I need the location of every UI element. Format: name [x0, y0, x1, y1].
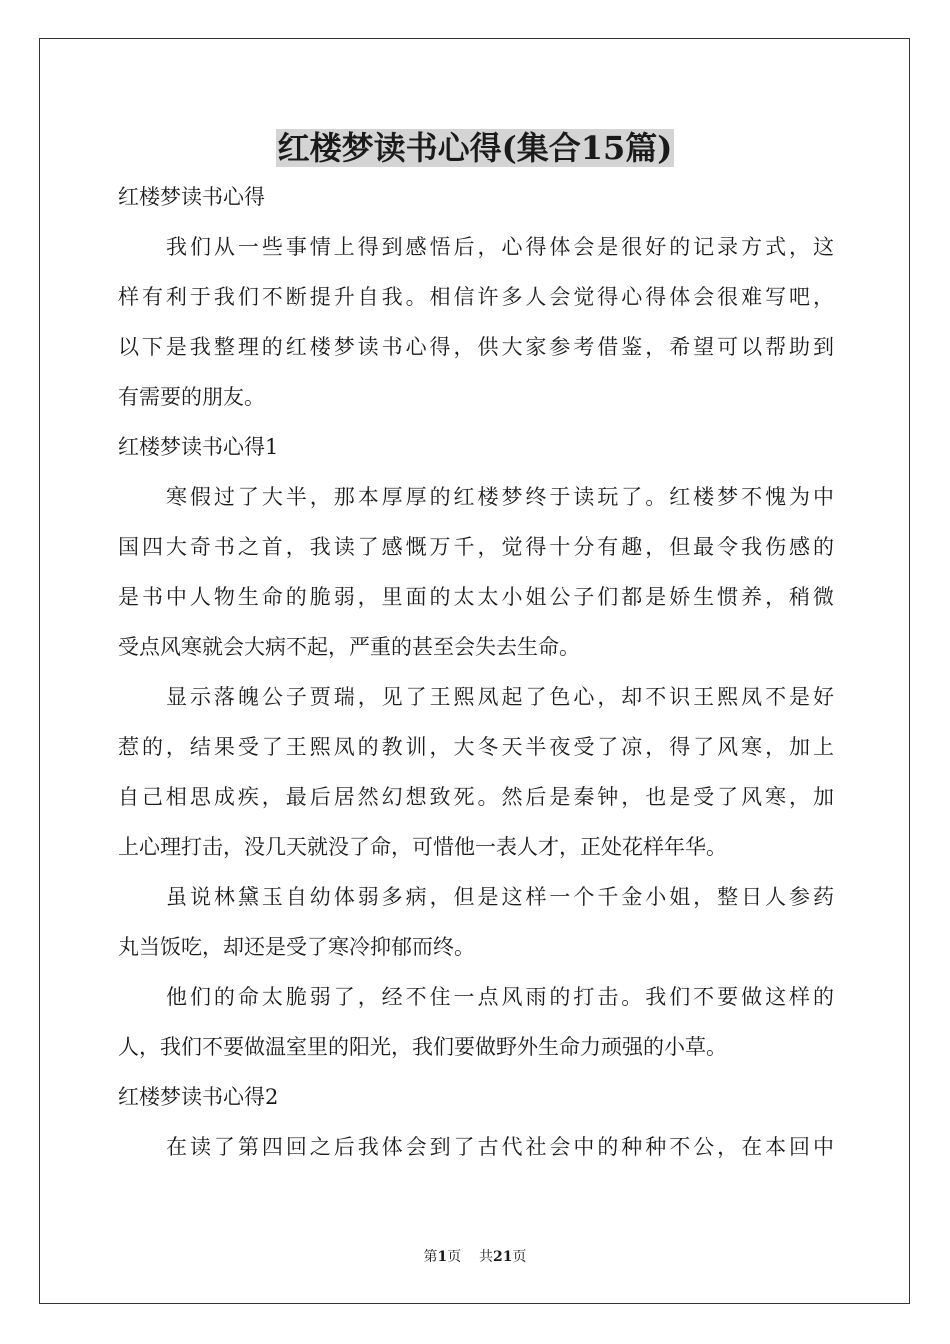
text-line: 以下是我整理的红楼梦读书心得，供大家参考借鉴，希望可以帮助到 [118, 335, 834, 359]
text-line: 国四大奇书之首，我读了感慨万千，觉得十分有趣，但最令我伤感的 [118, 535, 834, 559]
document-body [118, 172, 834, 1172]
text-line: 红楼梦读书心得1 [118, 435, 279, 459]
text-line: 虽说林黛玉自幼体弱多病，但是这样一个千金小姐，整日人参药 [166, 885, 834, 909]
footer-prefix: 第 [423, 1249, 438, 1265]
text-line: 有需要的朋友。 [118, 385, 265, 409]
text-line: 受点风寒就会大病不起，严重的甚至会失去生命。 [118, 635, 580, 659]
footer-page-suffix: 页 [447, 1249, 462, 1265]
text-line: 红楼梦读书心得 [118, 185, 265, 209]
text-line: 我们从一些事情上得到感悟后，心得体会是很好的记录方式，这 [166, 235, 834, 259]
text-line: 寒假过了大半，那本厚厚的红楼梦终于读玩了。红楼梦不愧为中 [166, 485, 834, 509]
footer-total-suffix: 页 [512, 1249, 527, 1265]
text-line: 人，我们不要做温室里的阳光，我们要做野外生命力顽强的小草。 [118, 1035, 727, 1059]
footer-page-number: 1 [437, 1249, 448, 1265]
document-title-text: 红楼梦读书心得(集合15篇) [277, 129, 673, 167]
text-line: 是书中人物生命的脆弱，里面的太太小姐公子们都是娇生惯养，稍微 [118, 585, 834, 609]
footer-total-prefix: 共 [479, 1249, 494, 1265]
text-line: 他们的命太脆弱了，经不住一点风雨的打击。我们不要做这样的 [166, 985, 834, 1009]
text-line: 自己相思成疾，最后居然幻想致死。然后是秦钟，也是受了风寒，加 [118, 785, 834, 809]
page-footer [0, 1247, 950, 1267]
text-line: 丸当饭吃，却还是受了寒冷抑郁而终。 [118, 935, 475, 959]
footer-total-pages: 21 [493, 1249, 513, 1265]
text-line: 惹的，结果受了王熙凤的教训，大冬天半夜受了凉，得了风寒，加上 [118, 735, 834, 759]
text-line: 显示落魄公子贾瑞，见了王熙凤起了色心，却不识王熙凤不是好 [166, 685, 834, 709]
document-title [0, 126, 950, 170]
text-line: 在读了第四回之后我体会到了古代社会中的种种不公，在本回中 [166, 1135, 834, 1159]
text-line: 红楼梦读书心得2 [118, 1085, 279, 1109]
text-line: 上心理打击，没几天就没了命，可惜他一表人才，正处花样年华。 [118, 835, 727, 859]
text-line: 样有利于我们不断提升自我。相信许多人会觉得心得体会很难写吧， [118, 285, 834, 309]
